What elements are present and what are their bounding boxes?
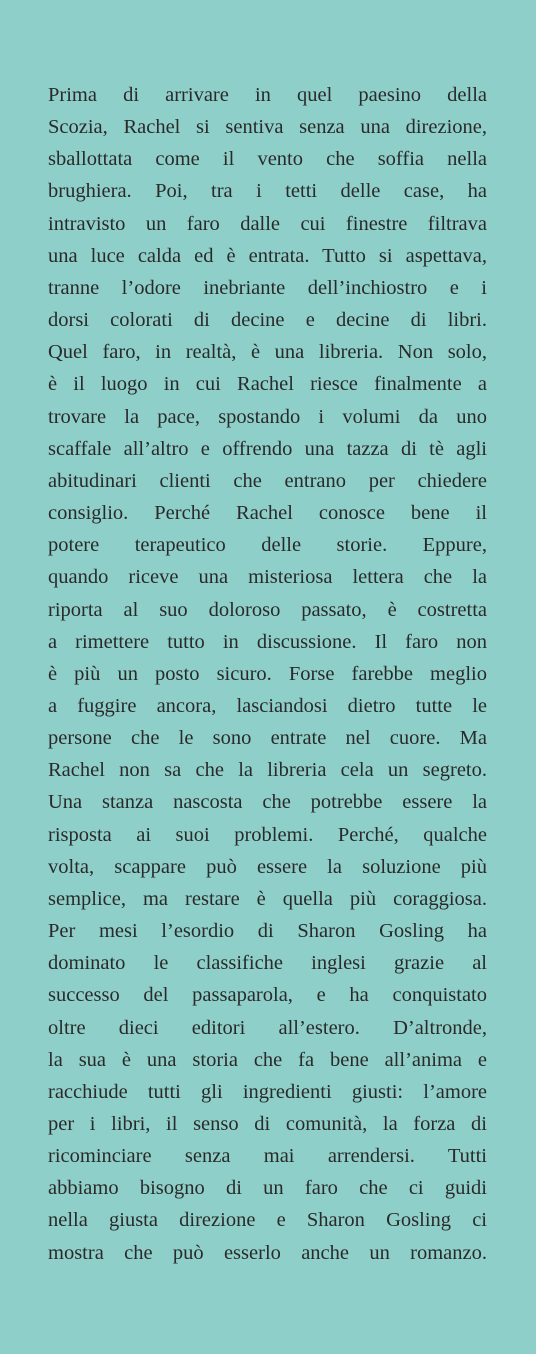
blurb-line-9: Quel faro, in realtà, è una libreria. Non solo, bbox=[48, 341, 487, 364]
blurb-line-21: persone che le sono entrate nel cuore. Ma bbox=[48, 727, 487, 750]
blurb-line-8: dorsi colorati di decine e decine di libri. bbox=[48, 309, 487, 332]
blurb-line-10: è il luogo in cui Rachel riesce finalmente a bbox=[48, 373, 487, 396]
blurb-line-17: riporta al suo doloroso passato, è costretta bbox=[48, 598, 487, 621]
blurb-line-30: oltre dieci editori all’estero. D’altronde, bbox=[48, 1016, 487, 1039]
blurb-line-27: Per mesi l’esordio di Sharon Gosling ha bbox=[48, 920, 487, 943]
blurb-line-5: intravisto un faro dalle cui finestre filtrava bbox=[48, 212, 487, 235]
blurb-line-4: brughiera. Poi, tra i tetti delle case, ha bbox=[48, 180, 487, 203]
blurb-line-35: abbiamo bisogno di un faro che ci guidi bbox=[48, 1177, 487, 1200]
blurb-line-36: nella giusta direzione e Sharon Gosling ci bbox=[48, 1209, 487, 1232]
blurb-line-1: Prima di arrivare in quel paesino della bbox=[48, 84, 487, 106]
blurb-line-6: una luce calda ed è entrata. Tutto si aspettava, bbox=[48, 244, 487, 267]
blurb-line-23: Una stanza nascosta che potrebbe essere la bbox=[48, 791, 487, 814]
blurb-line-7: tranne l’odore inebriante dell’inchiostro e i bbox=[48, 276, 487, 299]
blurb-line-15: potere terapeutico delle storie. Eppure, bbox=[48, 534, 487, 557]
blurb-line-34: ricominciare senza mai arrendersi. Tutti bbox=[48, 1145, 487, 1168]
blurb-line-14: consiglio. Perché Rachel conosce bene il bbox=[48, 502, 487, 525]
blurb-line-31: la sua è una storia che fa bene all’anima e bbox=[48, 1048, 487, 1071]
blurb-line-12: scaffale all’altro e offrendo una tazza di tè agli bbox=[48, 437, 487, 460]
blurb-line-24: risposta ai suoi problemi. Perché, qualche bbox=[48, 823, 487, 846]
blurb-line-18: a rimettere tutto in discussione. Il faro non bbox=[48, 630, 487, 653]
blurb-line-28: dominato le classifiche inglesi grazie al bbox=[48, 952, 487, 975]
blurb-line-20: a fuggire ancora, lasciandosi dietro tutte le bbox=[48, 694, 487, 717]
blurb-line-2: Scozia, Rachel si sentiva senza una direzione, bbox=[48, 116, 487, 139]
blurb-line-29: successo del passaparola, e ha conquistato bbox=[48, 984, 487, 1007]
blurb-line-22: Rachel non sa che la libreria cela un segreto. bbox=[48, 759, 487, 782]
blurb-line-33: per i libri, il senso di comunità, la forza di bbox=[48, 1113, 487, 1135]
blurb-line-26: semplice, ma restare è quella più coraggiosa. bbox=[48, 887, 487, 910]
blurb-line-11: trovare la pace, spostando i volumi da uno bbox=[48, 405, 487, 428]
blurb-line-3: sballottata come il vento che soffia nella bbox=[48, 148, 487, 171]
blurb-line-25: volta, scappare può essere la soluzione più bbox=[48, 855, 487, 878]
blurb-line-19: è più un posto sicuro. Forse farebbe meglio bbox=[48, 662, 487, 685]
blurb-line-32: racchiude tutti gli ingredienti giusti: l’amore bbox=[48, 1080, 487, 1103]
blurb-line-13: abitudinari clienti che entrano per chiedere bbox=[48, 469, 487, 492]
blurb-line-37: mostra che può esserlo anche un romanzo. bbox=[48, 1241, 487, 1264]
blurb-line-16: quando riceve una misteriosa lettera che la bbox=[48, 566, 487, 589]
blurb-text bbox=[48, 79, 487, 1269]
